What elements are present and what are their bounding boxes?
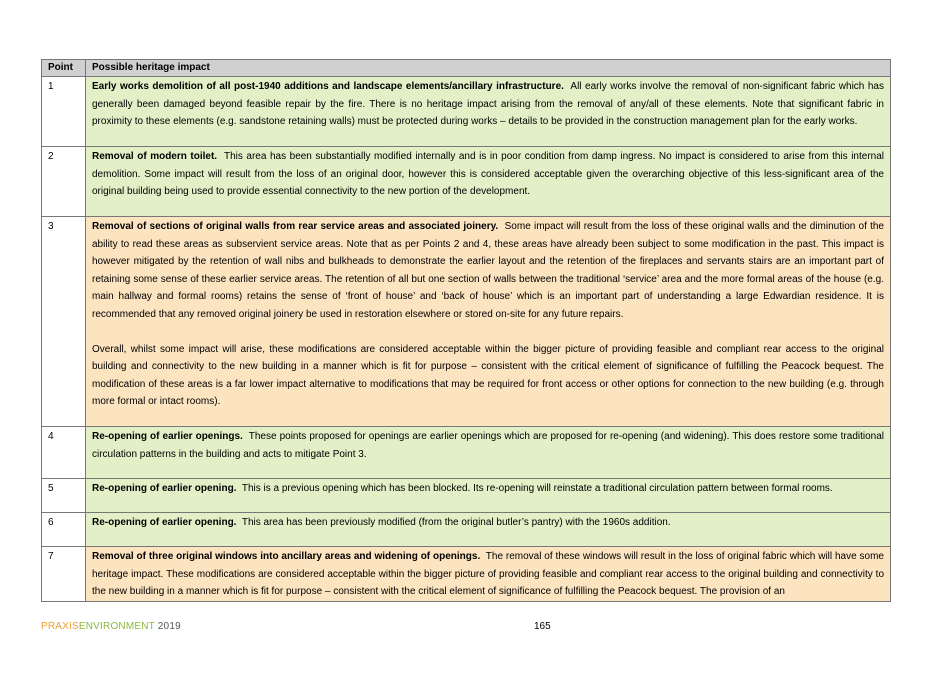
table-row bbox=[42, 147, 891, 217]
table-row bbox=[42, 77, 891, 147]
point-number: 5 bbox=[42, 479, 86, 513]
table-row bbox=[42, 217, 891, 427]
impact-text: All early works involve the removal of non-significant fabric which has generally been damaged beyond feasible repair by the fire. There is no heritage impact arising from the removal of any/all of these elements. Note that significant fabric in proximity to these elements (e.g. sandstone retaining walls) must be protected during works – details to be provided in the construction management plan for the early works. bbox=[92, 81, 884, 127]
table-row bbox=[42, 427, 891, 479]
impact-text: These points proposed for openings are earlier openings which are proposed for re-opening (and widening). This does restore some traditional circulation patterns in the building and acts to mitigate Point 3. bbox=[92, 431, 885, 460]
impact-text: The removal of these windows will result in the loss of original fabric which will have some heritage impact. These modifications are considered acceptable within the bigger picture of providing feasible and compliant rear access to the original building and connectivity to the new building in a manner which is fit for purpose – consistent with the critical element of significance of fulfilling the Peacock bequest. The provision of an bbox=[92, 551, 884, 597]
point-number: 7 bbox=[42, 547, 86, 602]
impact-lead: Removal of sections of original walls from rear service areas and associated joinery. bbox=[92, 221, 499, 232]
heritage-impact-table bbox=[41, 59, 891, 602]
impact-cell bbox=[86, 217, 891, 427]
impact-cell bbox=[86, 427, 891, 479]
impact-lead: Removal of three original windows into ancillary areas and widening of openings. bbox=[92, 551, 481, 562]
impact-cell bbox=[86, 77, 891, 147]
page-number: 165 bbox=[534, 621, 551, 632]
point-number: 2 bbox=[42, 147, 86, 217]
point-number: 3 bbox=[42, 217, 86, 427]
impact-cell bbox=[86, 547, 891, 602]
brand-environment: ENVIRONMENT bbox=[78, 621, 155, 632]
impact-lead: Early works demolition of all post-1940 additions and landscape elements/ancillary infrastructure. bbox=[92, 81, 564, 92]
impact-cell bbox=[86, 513, 891, 547]
impact-lead: Re-opening of earlier opening. bbox=[92, 483, 237, 494]
point-number: 4 bbox=[42, 427, 86, 479]
point-number: 6 bbox=[42, 513, 86, 547]
impact-lead: Re-opening of earlier openings. bbox=[92, 431, 243, 442]
impact-cell bbox=[86, 147, 891, 217]
brand-year: 2019 bbox=[157, 621, 181, 632]
impact-text: Some impact will result from the loss of these original walls and the diminution of the ability to read these areas as subservient service areas. Note that as per Points 2 and 4, these areas have already been subject to some modification in the past. This impact is however mitigated by the retention of wall nibs and bulkheads to demonstrate the earlier layout and the retention of the fireplaces and servants stairs are an important part of retaining some sense of these earlier service areas. The retention of all but one section of walls between the traditional ‘service’ area and the more formal areas of the house (e.g. main hallway and formal rooms) retains the sense of ‘front of house’ and ‘back of house’ which is an important part of understanding a large Edwardian residence. It is recommended that any removed original joinery be used in restoration elsewhere or stored on-site for any future repairs. bbox=[92, 221, 884, 320]
header-impact: Possible heritage impact bbox=[86, 60, 891, 77]
impact-text-continued: Overall, whilst some impact will arise, these modifications are considered acceptable within the bigger picture of providing feasible and compliant rear access to the original building and connectivity to the new building in a manner which is fit for purpose – consistent with the critical element of significance of fulfilling the Peacock bequest. The modification of these areas is a far lower impact alternative to modifications that may be required for front access or other options for connection to the new building (e.g. through more formal or intact rooms). bbox=[92, 343, 884, 407]
table-header-row bbox=[42, 60, 891, 77]
impact-text: This area has been substantially modified internally and is in poor condition from damp ingress. No impact is considered to arise from this internal demolition. Some impact will result from the loss of an original door, however this is considered acceptable given the overarching objective of this less-significant area of the original building being used to provide essential connectivity to the new portion of the development. bbox=[92, 151, 884, 197]
table-row bbox=[42, 479, 891, 513]
impact-lead: Re-opening of earlier opening. bbox=[92, 517, 237, 528]
impact-text: This is a previous opening which has been blocked. Its re-opening will reinstate a traditional circulation pattern between formal rooms. bbox=[241, 483, 833, 494]
impact-cell bbox=[86, 479, 891, 513]
header-point: Point bbox=[42, 60, 86, 77]
table-row bbox=[42, 547, 891, 602]
point-number: 1 bbox=[42, 77, 86, 147]
brand-praxis: PRAXIS bbox=[41, 621, 79, 632]
footer-brand bbox=[41, 621, 181, 632]
table-row bbox=[42, 513, 891, 547]
impact-lead: Removal of modern toilet. bbox=[92, 151, 218, 162]
impact-text: This area has been previously modified (from the original butler’s pantry) with the 1960s addition. bbox=[241, 517, 671, 528]
